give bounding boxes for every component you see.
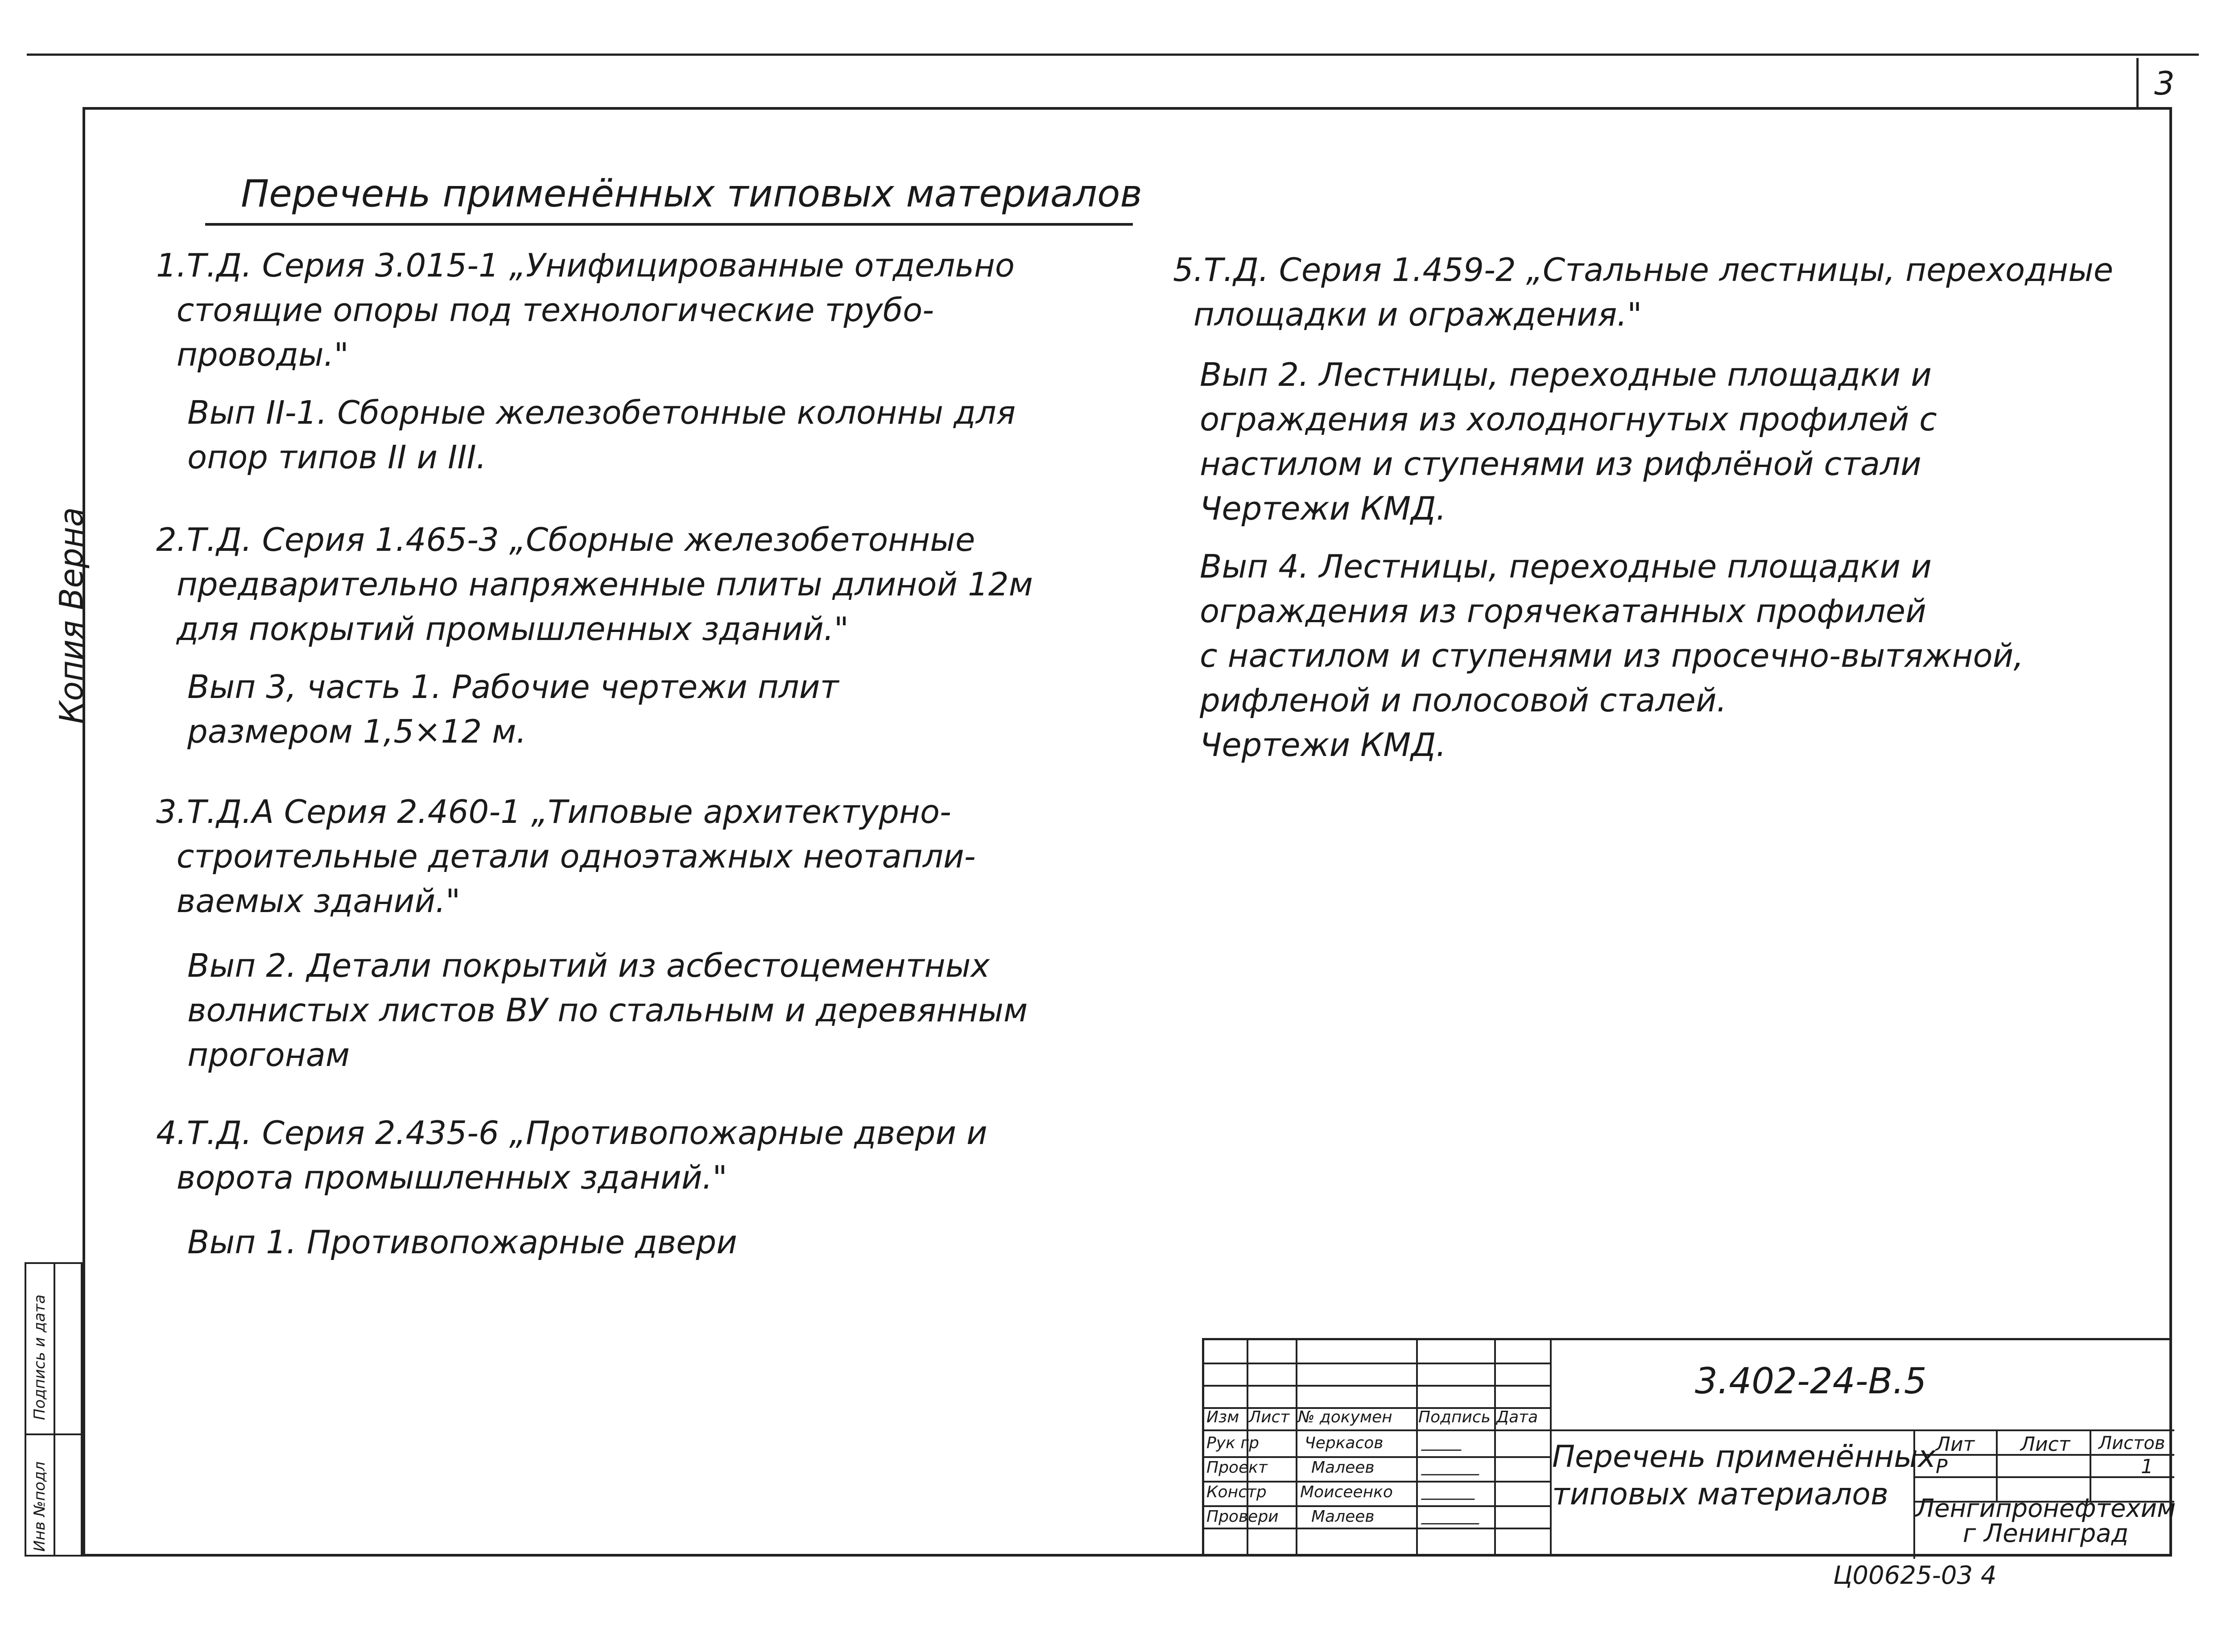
header-list: Лист bbox=[1249, 1408, 1290, 1426]
item-2-heading: 2.Т.Д. Серия 1.465-3 „Сборные железобетонные предварительно напряженные плиты длиной 12м для покрытий промышленных зданий." bbox=[156, 521, 1033, 648]
title-underline bbox=[205, 223, 1133, 226]
inv-label: Инв №подл bbox=[31, 1461, 49, 1552]
item-2-issue: Вып 3, часть 1. Рабочие чертежи плит размером 1,5×12 м. bbox=[187, 668, 839, 750]
side-stamp bbox=[25, 1262, 83, 1557]
header-signature: Подпись bbox=[1418, 1408, 1491, 1426]
item-1-issue: Вып II-1. Сборные железобетонные колонны для опор типов II и III. bbox=[187, 394, 1016, 476]
item-3-issue: Вып 2. Детали покрытий из асбестоцементных волнистых листов ВУ по стальным и деревянным прогонам bbox=[187, 947, 1028, 1074]
item-1-heading: 1.Т.Д. Серия 3.015-1 „Унифицированные отдельно стоящие опоры под технологические трубо- проводы." bbox=[156, 247, 1015, 373]
header-doc-number: № докумен bbox=[1298, 1408, 1392, 1426]
signature-mark bbox=[1421, 1465, 1483, 1475]
lit-value: Р bbox=[1936, 1455, 1948, 1478]
item-5-issue-4: Вып 4. Лестницы, переходные площадки и ограждения из горячекатанных профилей с настилом и ступенями из просечно-вытяжной, рифленой и полосовой сталей. Чертежи КМД. bbox=[1200, 548, 2024, 764]
copy-certified-note: Копия Верна bbox=[53, 507, 90, 724]
name-lead: Черкасов bbox=[1305, 1434, 1384, 1452]
organization-name: Ленгипронефтехим г Ленинград bbox=[1916, 1494, 2176, 1548]
role-lead: Рук гр bbox=[1206, 1434, 1259, 1452]
item-4-heading: 4.Т.Д. Серия 2.435-6 „Противопожарные двери и ворота промышленных зданий." bbox=[156, 1114, 987, 1196]
sheet-number-box bbox=[2136, 58, 2218, 107]
signature-mark bbox=[1421, 1441, 1465, 1451]
name-project: Малеев bbox=[1311, 1458, 1375, 1477]
role-checked: Провери bbox=[1206, 1507, 1279, 1526]
item-5-issue-2: Вып 2. Лестницы, переходные площадки и ограждения из холодногнутых профилей с настилом и ступенями из рифлёной стали Чертежи КМД. bbox=[1200, 356, 1937, 527]
item-4-issue: Вып 1. Противопожарные двери bbox=[187, 1223, 737, 1261]
stamp-document-title: Перечень применённых типовых материалов bbox=[1552, 1439, 1936, 1512]
role-designer: Констр bbox=[1206, 1483, 1267, 1501]
name-checked: Малеев bbox=[1311, 1507, 1375, 1526]
role-project: Проект bbox=[1206, 1458, 1268, 1477]
top-rule bbox=[27, 54, 2199, 56]
sheets-header: Листов bbox=[2098, 1433, 2165, 1454]
sheet-header: Лист bbox=[2020, 1433, 2070, 1456]
page-title: Перечень применённых типовых материалов bbox=[241, 172, 1142, 215]
document-code: 3.402-24-В.5 bbox=[1695, 1360, 1927, 1402]
sheet-number: 3 bbox=[2154, 65, 2175, 102]
header-izm: Изм bbox=[1206, 1408, 1239, 1426]
lit-header: Лит bbox=[1936, 1433, 1975, 1456]
signature-mark bbox=[1421, 1490, 1478, 1500]
header-date: Дата bbox=[1496, 1408, 1538, 1426]
name-designer: Моисеенко bbox=[1300, 1483, 1393, 1501]
sign-date-label: Подпись и дата bbox=[31, 1294, 49, 1420]
archive-reference: Ц00625-03 4 bbox=[1833, 1561, 1997, 1590]
item-5-heading: 5.Т.Д. Серия 1.459-2 „Стальные лестницы, переходные площадки и ограждения." bbox=[1173, 251, 2114, 333]
sheets-value: 1 bbox=[2141, 1455, 2153, 1478]
item-3-heading: 3.Т.Д.А Серия 2.460-1 „Типовые архитектурно- строительные детали одноэтажных неотапли- ваемых зданий." bbox=[156, 793, 976, 920]
signature-mark bbox=[1421, 1514, 1483, 1524]
